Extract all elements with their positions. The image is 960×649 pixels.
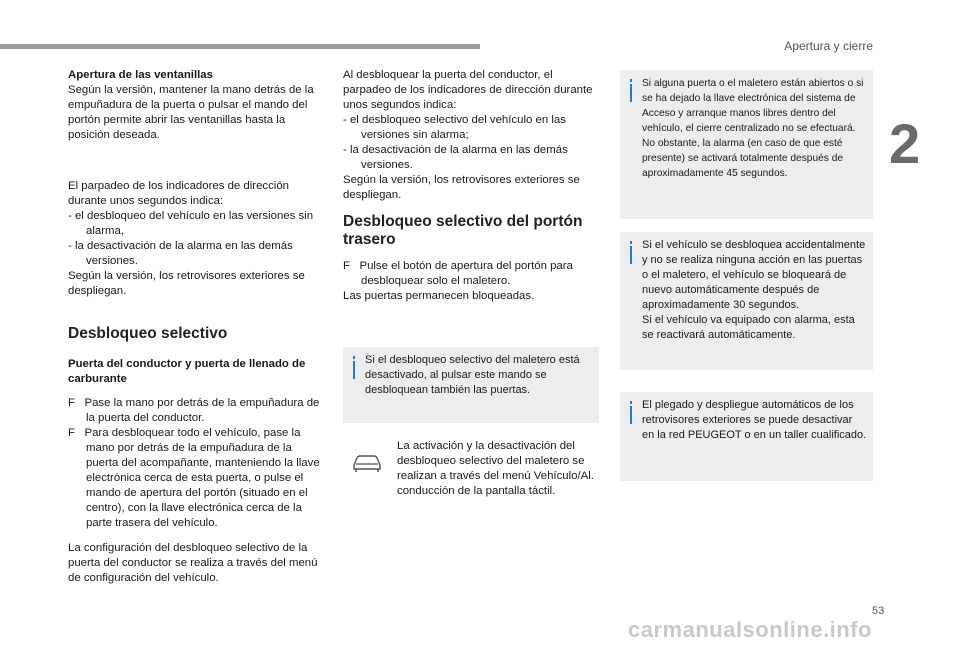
info-note xyxy=(343,347,599,423)
info-note xyxy=(620,392,873,481)
step-item xyxy=(343,259,599,289)
windows-title: Apertura de las ventanillas xyxy=(68,69,213,81)
config-text: La configuración del desbloqueo selectivo de la puerta del conductor se realiza a través del menú de configuración del vehículo. xyxy=(68,542,318,584)
note-text xyxy=(642,76,867,181)
info-icon-bar xyxy=(630,84,632,102)
note-text xyxy=(642,238,867,343)
info-icon xyxy=(630,79,632,82)
step-item xyxy=(68,396,324,426)
info-icon-bar xyxy=(630,406,632,424)
mirrors-text: Según la versión, los retrovisores exteriores se despliegan. xyxy=(343,174,580,201)
header-bar xyxy=(0,44,480,49)
note-para: Si el vehículo se desbloquea accidentalmente y no se realiza ninguna acción en las puertas o el maletero, el vehículo se bloqueará de nuevo automáticamente después de aproximadamente 30 segundos. xyxy=(642,239,866,311)
step-text: Pulse el botón de apertura del portón para desbloquear solo el maletero. xyxy=(359,260,573,287)
note-para: No obstante, la alarma (en caso de que esté presente) se activará totalmente después de aproximadamente 45 segundos. xyxy=(642,138,844,179)
heading-tailgate-unlock: Desbloqueo selectivo del portón trasero xyxy=(343,213,583,248)
mirrors-text: Según la versión, los retrovisores exteriores se despliegan. xyxy=(68,270,305,297)
step-text: Pase la mano por detrás de la empuñadura de la puerta del conductor. xyxy=(84,397,320,424)
indicators-intro: El parpadeo de los indicadores de dirección durante unos segundos indica: xyxy=(68,180,289,207)
info-note xyxy=(620,232,873,370)
list-item: - el desbloqueo selectivo del vehículo en las versiones sin alarma; xyxy=(343,114,566,141)
step-text: Para desbloquear todo el vehículo, pase la mano por detrás de la empuñadura de la puerta del acompañante, manteniendo la llave electrónica cerca de esta puerta, o pulse el mando de apertura del portón (situado en el centro), con la llave electrónica cerca de la parte trasera del vehículo. xyxy=(84,427,320,529)
info-note xyxy=(620,70,873,219)
heading-selective-unlock: Desbloqueo selectivo xyxy=(68,325,228,342)
car-menu-text: La activación y la desactivación del desbloqueo selectivo del maletero se realizan a través del menú Vehículo/Al. conducción de la pantalla táctil. xyxy=(397,440,594,497)
watermark: carmanualsonline.info xyxy=(628,617,872,642)
note-text: Si el desbloqueo selectivo del maletero está desactivado, al pulsar este mando se desbloquean también las puertas. xyxy=(365,354,580,396)
list-item: - la desactivación de la alarma en las demás versiones. xyxy=(68,240,293,267)
touchscreen-text xyxy=(397,439,597,499)
step-marker: F xyxy=(343,260,350,272)
info-icon xyxy=(353,356,355,359)
note-text: El plegado y despliegue automáticos de los retrovisores exteriores se puede desactivar en la red PEUGEOT o en un taller cualificado. xyxy=(642,399,867,441)
list-item: - la desactivación de la alarma en las demás versiones. xyxy=(343,144,568,171)
info-icon xyxy=(630,401,632,404)
step-item xyxy=(68,426,324,531)
list-item: - el desbloqueo del vehículo en las versiones sin alarma, xyxy=(68,210,314,237)
step-marker: F xyxy=(68,427,75,439)
info-icon-bar xyxy=(353,361,355,379)
info-icon-bar xyxy=(630,246,632,264)
driver-unlock-intro: Al desbloquear la puerta del conductor, el parpadeo de los indicadores de dirección durante unos segundos indica: xyxy=(343,69,593,111)
column-2 xyxy=(343,68,599,304)
windows-text: Según la versión, mantener la mano detrás de la empuñadura de la puerta o pulsar el mando del portón permite abrir las ventanillas hasta la posición deseada. xyxy=(68,84,314,141)
column-1 xyxy=(68,68,324,586)
doors-locked-text: Las puertas permanecen bloqueadas. xyxy=(343,290,535,302)
page-number: 53 xyxy=(872,605,885,617)
section-title: Apertura y cierre xyxy=(784,39,873,53)
note-para: Si alguna puerta o el maletero están abiertos o si se ha dejado la llave electrónica del sistema de Acceso y arranque manos libres dentro del vehículo, el cierre centralizado no se efectuará. xyxy=(642,78,864,134)
note-para: Si el vehículo va equipado con alarma, esta se reactivará automáticamente. xyxy=(642,314,855,341)
subheading-driver-door: Puerta del conductor y puerta de llenado de carburante xyxy=(68,358,306,385)
step-marker: F xyxy=(68,397,75,409)
info-icon xyxy=(630,241,632,244)
car-icon xyxy=(350,451,384,473)
chapter-number: 2 xyxy=(889,112,921,175)
